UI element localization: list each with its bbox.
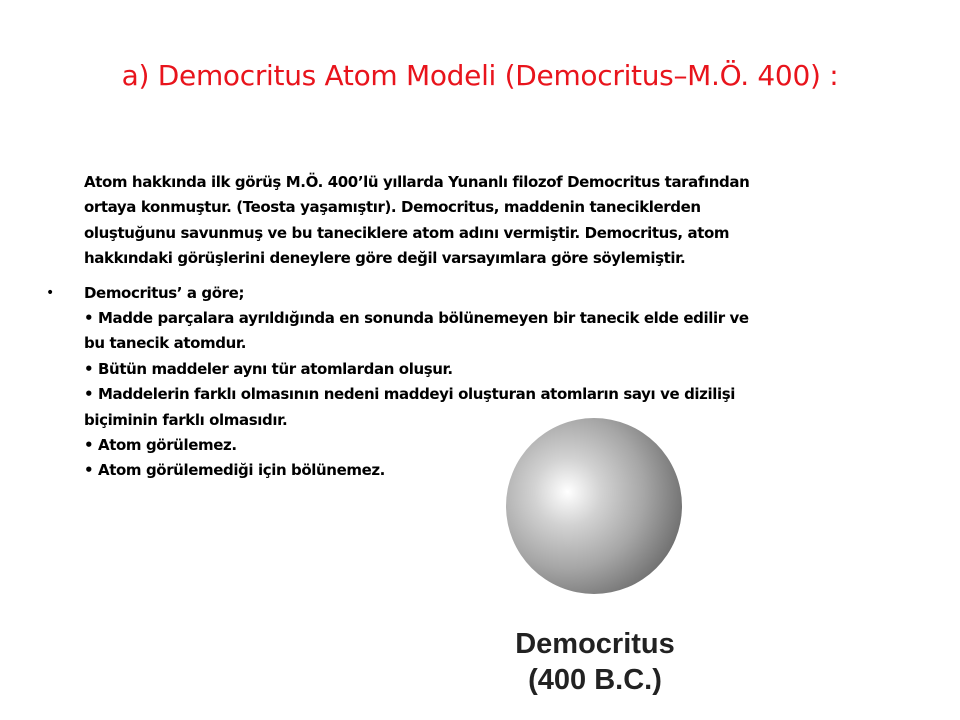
caption-date: (400 B.C.): [528, 664, 662, 696]
intro-line: hakkındaki görüşlerini deneylere göre değil varsayımlara göre söylemiştir.: [84, 249, 686, 268]
atom-figure-caption: [470, 626, 720, 698]
intro-line: ortaya konmuştur. (Teosta yaşamıştır). Democritus, maddenin taneciklerden: [84, 198, 701, 217]
list-line: biçiminin farklı olmasıdır.: [84, 410, 288, 429]
slide-body: [46, 170, 804, 484]
caption-name: Democritus: [515, 628, 675, 660]
intro-paragraph: [84, 170, 804, 272]
democritus-views-list: [46, 281, 804, 484]
list-bullet-marker: •: [46, 284, 54, 301]
list-line: • Madde parçalara ayrıldığında en sonunda bölünemeyen bir tanecik elde edilir ve: [84, 309, 749, 328]
list-line: • Atom görülemediği için bölünemez.: [84, 461, 385, 480]
list-line: Democritus’ a göre;: [84, 283, 245, 302]
list-line: bu tanecik atomdur.: [84, 334, 247, 353]
intro-line: Atom hakkında ilk görüş M.Ö. 400’lü yıllarda Yunanlı filozof Democritus tarafından: [84, 173, 750, 191]
list-line: • Bütün maddeler aynı tür atomlardan oluşur.: [84, 359, 453, 378]
slide-title: a) Democritus Atom Modeli (Democritus–M.Ö. 400) :: [121, 59, 839, 92]
atom-sphere-image: [506, 418, 682, 594]
list-line: • Maddelerin farklı olmasının nedeni maddeyi oluşturan atomların sayı ve dizilişi: [84, 385, 735, 404]
intro-line: oluştuğunu savunmuş ve bu taneciklere atom adını vermiştir. Democritus, atom: [84, 223, 730, 242]
list-line: • Atom görülemez.: [84, 436, 237, 455]
